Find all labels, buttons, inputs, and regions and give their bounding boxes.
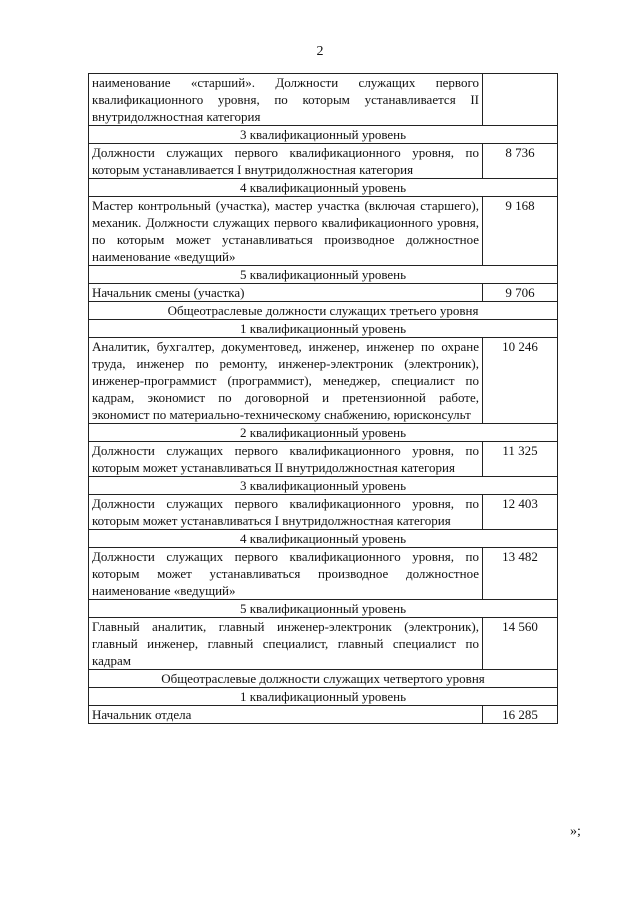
section-heading: Общеотраслевые должности служащих четвертого уровня bbox=[89, 670, 558, 688]
qualification-level-heading: 1 квалификационный уровень bbox=[89, 320, 558, 338]
position-row bbox=[89, 706, 558, 724]
position-row bbox=[89, 548, 558, 600]
position-description: Начальник отдела bbox=[89, 706, 483, 724]
position-row bbox=[89, 144, 558, 179]
level-heading-row bbox=[89, 424, 558, 442]
salary-value: 13 482 bbox=[483, 548, 558, 600]
qualification-level-heading: 5 квалификационный уровень bbox=[89, 266, 558, 284]
qualification-level-heading: 3 квалификационный уровень bbox=[89, 126, 558, 144]
salary-value: 8 736 bbox=[483, 144, 558, 179]
salary-value: 11 325 bbox=[483, 442, 558, 477]
salary-value: 9 168 bbox=[483, 197, 558, 266]
position-row bbox=[89, 618, 558, 670]
position-description: Мастер контрольный (участка), мастер участка (включая старшего), механик. Должности служащих первого квалификационного уровня, по которым может устанавливаться производное должностное наименование «ведущий» bbox=[89, 197, 483, 266]
level-heading-row bbox=[89, 179, 558, 197]
position-row bbox=[89, 338, 558, 424]
level-heading-row bbox=[89, 600, 558, 618]
position-description: наименование «старший». Должности служащих первого квалификационного уровня, по которым устанавливается II внутридолжностная категория bbox=[89, 74, 483, 126]
qualification-level-heading: 4 квалификационный уровень bbox=[89, 179, 558, 197]
position-row bbox=[89, 74, 558, 126]
salary-value: 10 246 bbox=[483, 338, 558, 424]
position-description: Должности служащих первого квалификационного уровня, по которым может устанавливаться II внутридолжностная категория bbox=[89, 442, 483, 477]
position-row bbox=[89, 284, 558, 302]
qualification-level-heading: 5 квалификационный уровень bbox=[89, 600, 558, 618]
position-row bbox=[89, 197, 558, 266]
position-description: Аналитик, бухгалтер, документовед, инженер, инженер по охране труда, инженер по ремонту, инженер-электроник (электроник), инженер-программист (программист), менеджер, специалист по кадрам, экономист по договорной и претензионной работе, экономист по материально-техническому снабжению, юрисконсульт bbox=[89, 338, 483, 424]
position-description: Начальник смены (участка) bbox=[89, 284, 483, 302]
level-heading-row bbox=[89, 530, 558, 548]
salary-value: 16 285 bbox=[483, 706, 558, 724]
level-heading-row bbox=[89, 126, 558, 144]
salary-value bbox=[483, 74, 558, 126]
section-heading-row bbox=[89, 670, 558, 688]
level-heading-row bbox=[89, 688, 558, 706]
page-number: 2 bbox=[316, 44, 324, 59]
qualification-level-heading: 3 квалификационный уровень bbox=[89, 477, 558, 495]
salary-table bbox=[88, 73, 558, 724]
position-row bbox=[89, 442, 558, 477]
salary-table-body bbox=[89, 74, 558, 724]
salary-value: 12 403 bbox=[483, 495, 558, 530]
position-row bbox=[89, 495, 558, 530]
section-heading: Общеотраслевые должности служащих третьего уровня bbox=[89, 302, 558, 320]
qualification-level-heading: 2 квалификационный уровень bbox=[89, 424, 558, 442]
level-heading-row bbox=[89, 477, 558, 495]
position-description: Должности служащих первого квалификационного уровня, по которым может устанавливаться производное должностное наименование «ведущий» bbox=[89, 548, 483, 600]
closing-quote-mark: »; bbox=[570, 824, 581, 839]
position-description: Должности служащих первого квалификационного уровня, по которым устанавливается I внутридолжностная категория bbox=[89, 144, 483, 179]
qualification-level-heading: 1 квалификационный уровень bbox=[89, 688, 558, 706]
qualification-level-heading: 4 квалификационный уровень bbox=[89, 530, 558, 548]
level-heading-row bbox=[89, 320, 558, 338]
position-description: Главный аналитик, главный инженер-электроник (электроник), главный инженер, главный специалист, главный специалист по кадрам bbox=[89, 618, 483, 670]
salary-value: 14 560 bbox=[483, 618, 558, 670]
section-heading-row bbox=[89, 302, 558, 320]
salary-value: 9 706 bbox=[483, 284, 558, 302]
position-description: Должности служащих первого квалификационного уровня, по которым может устанавливаться I внутридолжностная категория bbox=[89, 495, 483, 530]
level-heading-row bbox=[89, 266, 558, 284]
